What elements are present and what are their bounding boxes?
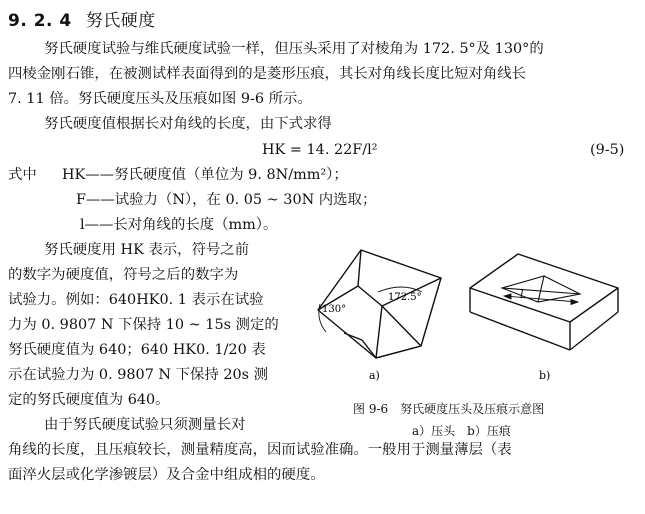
angle-172-label: 172.5°	[388, 292, 422, 303]
paragraph-line: 由于努氏硬度试验只须测量长对	[44, 417, 246, 433]
paragraph-line: 7. 11 倍。努氏硬度压头及压痕如图 9-6 所示。	[8, 91, 312, 107]
paragraph-line: 面淬火层或化学渗镀层）及合金中组成相的硬度。	[8, 467, 325, 483]
paragraph-line: 定的努氏硬度值为 640。	[8, 392, 170, 408]
paragraph-line: 力为 0. 9807 N 下保持 10 ~ 15s 测定的	[8, 317, 279, 333]
paragraph-line: 努氏硬度试验与维氏硬度试验一样，但压头采用了对棱角为 172. 5°及 130°的	[44, 41, 544, 57]
section-title: 努氏硬度	[85, 11, 156, 31]
where-label: 式中	[8, 167, 37, 183]
label-b: b)	[539, 369, 551, 382]
paragraph-line: 角线的长度，且压痕较长，测量精度高，因而试验准确。一般用于测量薄层（表	[8, 442, 512, 458]
definition-hk: HK——努氏硬度值（单位为 9. 8N/mm²）；	[62, 167, 348, 183]
paragraph-line: 努氏硬度值为 640；640 HK0. 1/20 表	[8, 342, 266, 358]
indenter-figure	[306, 248, 636, 396]
section-heading	[8, 6, 156, 31]
paragraph-line: 的数字为硬度值，符号之后的数字为	[8, 267, 239, 283]
formula: HK = 14. 22F/l²	[262, 142, 378, 158]
paragraph-line: 努氏硬度用 HK 表示，符号之前	[44, 242, 250, 258]
label-a: a)	[369, 369, 380, 382]
section-number: 9. 2. 4	[8, 11, 72, 31]
paragraph-line: 试验力。例如：640HK0. 1 表示在试验	[8, 292, 264, 308]
paragraph-line: 示在试验力为 0. 9807 N 下保持 20s 测	[8, 367, 268, 383]
length-l-label: l	[520, 288, 524, 301]
angle-130-label: 130°	[322, 304, 347, 315]
paragraph-line: 四棱金刚石锥，在被测试样表面得到的是菱形压痕，其长对角线长度比短对角线长	[8, 66, 527, 82]
paragraph-line: 努氏硬度值根据长对角线的长度，由下式求得	[44, 116, 332, 132]
indentation-block	[470, 254, 618, 350]
formula-number: (9-5)	[590, 142, 625, 158]
figure-caption: 图 9-6 努氏硬度压头及压痕示意图	[353, 402, 545, 416]
figure-subcaption: a）压头 b）压痕	[412, 424, 511, 438]
definition-l: l——长对角线的长度（mm）。	[80, 217, 278, 233]
definition-f: F——试验力（N），在 0. 05 ~ 30N 内选取；	[76, 192, 377, 208]
